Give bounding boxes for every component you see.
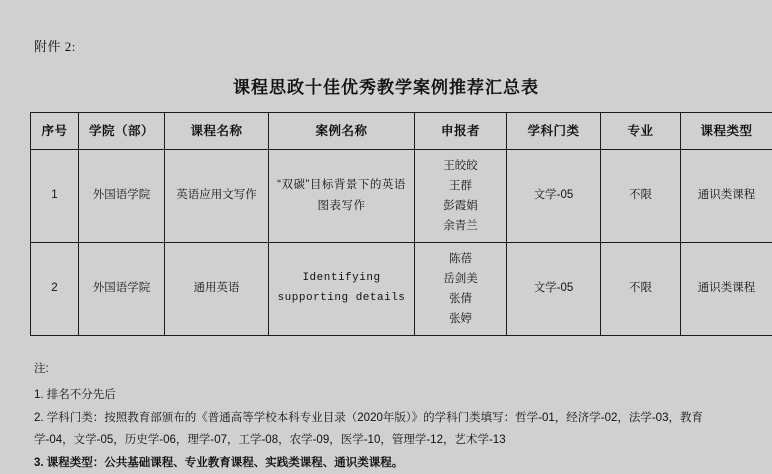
attachment-label: 附件 2: <box>34 36 742 55</box>
cell-course: 通用英语 <box>165 243 269 336</box>
table-row <box>31 150 772 243</box>
notes-heading: 注: <box>34 358 738 380</box>
page-title: 课程思政十佳优秀教学案例推荐汇总表 <box>30 73 742 98</box>
notes-section <box>34 358 738 474</box>
case-name-text: “双碳”目标背景下的英语图表写作 <box>271 175 412 216</box>
applicant-list <box>417 156 504 236</box>
cell-major: 不限 <box>601 150 681 243</box>
applicant-name: 张倩 <box>417 291 504 307</box>
cell-case-name <box>269 150 415 243</box>
applicant-name: 张婷 <box>417 311 504 327</box>
column-header-college: 学院（部） <box>79 113 165 150</box>
cell-no: 1 <box>31 150 79 243</box>
column-header-major: 专业 <box>601 113 681 150</box>
case-name-text: Identifying supporting details <box>271 269 412 309</box>
applicant-name: 王群 <box>417 178 504 194</box>
cell-applicants <box>415 150 507 243</box>
applicant-name: 陈蓓 <box>417 251 504 267</box>
table-row <box>31 243 772 336</box>
cell-course-type: 通识类课程 <box>681 243 772 336</box>
column-header-course-type: 课程类型 <box>681 113 772 150</box>
column-header-case: 案例名称 <box>269 113 415 150</box>
note-item-3: 3. 课程类型：公共基础课程、专业教育课程、实践类课程、通识类课程。 <box>34 452 738 474</box>
cell-discipline: 文学-05 <box>507 150 601 243</box>
cell-course-type: 通识类课程 <box>681 150 772 243</box>
table-body <box>31 150 772 336</box>
applicant-name: 王皎皎 <box>417 158 504 174</box>
cell-applicants <box>415 243 507 336</box>
cell-discipline: 文学-05 <box>507 243 601 336</box>
cell-college: 外国语学院 <box>79 243 165 336</box>
applicant-list <box>417 249 504 329</box>
note-item-1: 1. 排名不分先后 <box>34 384 738 406</box>
column-header-no: 序号 <box>31 113 79 150</box>
recommendation-summary-table <box>30 112 772 336</box>
table-header <box>31 113 772 150</box>
applicant-name: 彭霞娟 <box>417 198 504 214</box>
table-header-row <box>31 113 772 150</box>
cell-case-name <box>269 243 415 336</box>
column-header-applicant: 申报者 <box>415 113 507 150</box>
cell-major: 不限 <box>601 243 681 336</box>
applicant-name: 余青兰 <box>417 218 504 234</box>
cell-course: 英语应用文写作 <box>165 150 269 243</box>
note-item-2: 2. 学科门类：按照教育部颁布的《普通高等学校本科专业目录（2020年版）》的学科门类填写：哲学-01，经济学-02，法学-03，教育学-04，文学-05，历史学-06，理学-07，工学-08，农学-09，医学-10，管理学-12，艺术学-13 <box>34 407 738 452</box>
column-header-discipline: 学科门类 <box>507 113 601 150</box>
cell-no: 2 <box>31 243 79 336</box>
applicant-name: 岳剑美 <box>417 271 504 287</box>
column-header-course: 课程名称 <box>165 113 269 150</box>
cell-college: 外国语学院 <box>79 150 165 243</box>
